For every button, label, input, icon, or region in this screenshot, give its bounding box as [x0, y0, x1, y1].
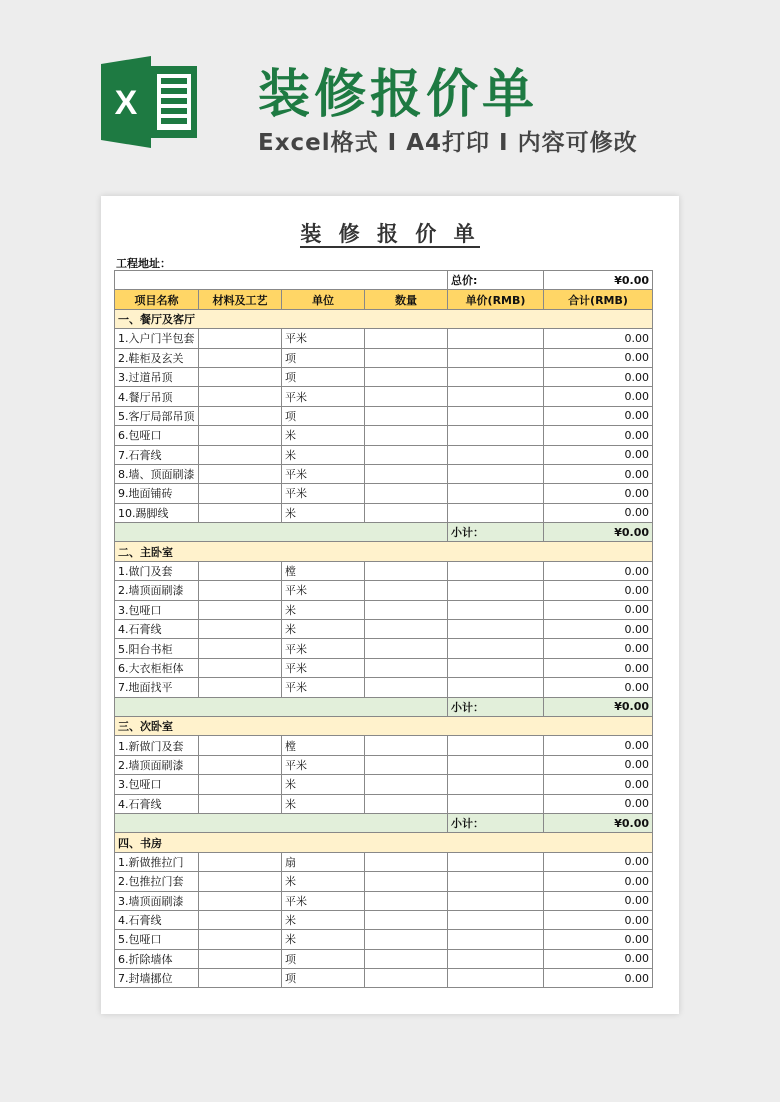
quantity-cell[interactable] — [365, 949, 448, 968]
table-row — [115, 872, 653, 891]
material-cell[interactable] — [199, 367, 282, 386]
quantity-cell[interactable] — [365, 736, 448, 755]
material-cell[interactable] — [199, 426, 282, 445]
table-row — [115, 891, 653, 910]
table-row — [115, 794, 653, 813]
quantity-cell[interactable] — [365, 484, 448, 503]
quantity-cell[interactable] — [365, 969, 448, 988]
subtotal-blank — [115, 523, 448, 542]
line-total-cell[interactable]: 0.00 — [544, 678, 653, 697]
unit-price-cell[interactable] — [448, 949, 544, 968]
section-title: 四、书房 — [115, 833, 653, 852]
material-cell[interactable] — [199, 891, 282, 910]
col-header: 单价(RMB) — [448, 290, 544, 309]
line-total-cell[interactable]: 0.00 — [544, 561, 653, 580]
line-total-cell[interactable]: 0.00 — [544, 639, 653, 658]
item-name-cell[interactable]: 2.包推拉门套 — [115, 872, 199, 891]
line-total-cell[interactable]: 0.00 — [544, 872, 653, 891]
unit-cell[interactable]: 米 — [282, 775, 365, 794]
material-cell[interactable] — [199, 503, 282, 522]
quantity-cell[interactable] — [365, 755, 448, 774]
item-name-cell[interactable]: 3.包哑口 — [115, 775, 199, 794]
item-name-cell[interactable]: 10.踢脚线 — [115, 503, 199, 522]
item-name-cell[interactable]: 6.包哑口 — [115, 426, 199, 445]
table-row — [115, 658, 653, 677]
unit-price-cell[interactable] — [448, 910, 544, 929]
table-row — [115, 426, 653, 445]
line-total-cell[interactable]: 0.00 — [544, 367, 653, 386]
quantity-cell[interactable] — [365, 387, 448, 406]
line-total-cell[interactable]: 0.00 — [544, 620, 653, 639]
quantity-cell[interactable] — [365, 775, 448, 794]
item-name-cell[interactable]: 4.石膏线 — [115, 620, 199, 639]
table-row — [115, 639, 653, 658]
line-total-cell[interactable]: 0.00 — [544, 581, 653, 600]
line-total-cell[interactable]: 0.00 — [544, 464, 653, 483]
subtotal-value[interactable]: ¥0.00 — [544, 523, 653, 542]
col-header: 数量 — [365, 290, 448, 309]
item-name-cell[interactable]: 6.折除墙体 — [115, 949, 199, 968]
line-total-cell[interactable]: 0.00 — [544, 755, 653, 774]
col-header: 单位 — [282, 290, 365, 309]
unit-cell[interactable]: 平米 — [282, 464, 365, 483]
unit-price-cell[interactable] — [448, 464, 544, 483]
line-total-cell[interactable]: 0.00 — [544, 891, 653, 910]
item-name-cell[interactable]: 2.墙顶面刷漆 — [115, 755, 199, 774]
unit-price-cell[interactable] — [448, 600, 544, 619]
unit-price-cell[interactable] — [448, 639, 544, 658]
quantity-cell[interactable] — [365, 930, 448, 949]
item-name-cell[interactable]: 5.客厅局部吊顶 — [115, 406, 199, 425]
item-name-cell[interactable]: 5.阳台书柜 — [115, 639, 199, 658]
unit-cell[interactable]: 樘 — [282, 736, 365, 755]
unit-price-cell[interactable] — [448, 426, 544, 445]
line-total-cell[interactable]: 0.00 — [544, 794, 653, 813]
item-name-cell[interactable]: 1.入户门半包套 — [115, 329, 199, 348]
material-cell[interactable] — [199, 464, 282, 483]
unit-cell[interactable]: 米 — [282, 600, 365, 619]
material-cell[interactable] — [199, 755, 282, 774]
material-cell[interactable] — [199, 600, 282, 619]
unit-cell[interactable]: 米 — [282, 503, 365, 522]
material-cell[interactable] — [199, 561, 282, 580]
unit-cell[interactable]: 平米 — [282, 329, 365, 348]
unit-cell[interactable]: 扇 — [282, 852, 365, 871]
unit-cell[interactable]: 项 — [282, 969, 365, 988]
quantity-cell[interactable] — [365, 581, 448, 600]
line-total-cell[interactable]: 0.00 — [544, 852, 653, 871]
section-row — [115, 833, 653, 852]
line-total-cell[interactable]: 0.00 — [544, 484, 653, 503]
material-cell[interactable] — [199, 658, 282, 677]
line-total-cell[interactable]: 0.00 — [544, 930, 653, 949]
material-cell[interactable] — [199, 678, 282, 697]
unit-cell[interactable]: 米 — [282, 930, 365, 949]
unit-cell[interactable]: 樘 — [282, 561, 365, 580]
line-total-cell[interactable]: 0.00 — [544, 910, 653, 929]
unit-cell[interactable]: 米 — [282, 872, 365, 891]
quantity-cell[interactable] — [365, 426, 448, 445]
material-cell[interactable] — [199, 445, 282, 464]
quantity-cell[interactable] — [365, 639, 448, 658]
material-cell[interactable] — [199, 736, 282, 755]
unit-cell[interactable]: 米 — [282, 794, 365, 813]
line-total-cell[interactable]: 0.00 — [544, 736, 653, 755]
quantity-cell[interactable] — [365, 464, 448, 483]
page-subtitle: Excel格式 I A4打印 I 内容可修改 — [258, 130, 638, 156]
page-title: 装修报价单 — [258, 65, 539, 125]
material-cell[interactable] — [199, 484, 282, 503]
quantity-cell[interactable] — [365, 852, 448, 871]
total-value[interactable]: ¥0.00 — [544, 271, 653, 290]
item-name-cell[interactable]: 4.石膏线 — [115, 910, 199, 929]
line-total-cell[interactable]: 0.00 — [544, 949, 653, 968]
unit-price-cell[interactable] — [448, 503, 544, 522]
unit-price-cell[interactable] — [448, 852, 544, 871]
unit-cell[interactable]: 平米 — [282, 484, 365, 503]
table-row — [115, 464, 653, 483]
section-title: 二、主卧室 — [115, 542, 653, 561]
table-row — [115, 329, 653, 348]
material-cell[interactable] — [199, 910, 282, 929]
total-row — [115, 271, 653, 290]
subtotal-row — [115, 523, 653, 542]
material-cell[interactable] — [199, 387, 282, 406]
section-row — [115, 716, 653, 735]
table-row — [115, 367, 653, 386]
unit-cell[interactable]: 项 — [282, 367, 365, 386]
unit-cell[interactable]: 平米 — [282, 658, 365, 677]
item-name-cell[interactable]: 4.餐厅吊顶 — [115, 387, 199, 406]
item-name-cell[interactable]: 8.墙、顶面刷漆 — [115, 464, 199, 483]
material-cell[interactable] — [199, 930, 282, 949]
unit-cell[interactable]: 平米 — [282, 581, 365, 600]
address-label: 工程地址： — [116, 257, 171, 270]
table-row — [115, 484, 653, 503]
col-header: 材料及工艺 — [199, 290, 282, 309]
line-total-cell[interactable]: 0.00 — [544, 406, 653, 425]
quantity-cell[interactable] — [365, 503, 448, 522]
total-blank-cell[interactable] — [115, 271, 448, 290]
unit-price-cell[interactable] — [448, 775, 544, 794]
quantity-cell[interactable] — [365, 406, 448, 425]
unit-price-cell[interactable] — [448, 872, 544, 891]
document-title: 装 修 报 价 单 — [300, 222, 480, 246]
unit-cell[interactable]: 米 — [282, 910, 365, 929]
subtotal-row — [115, 697, 653, 716]
table-row — [115, 755, 653, 774]
unit-cell[interactable]: 平米 — [282, 891, 365, 910]
material-cell[interactable] — [199, 852, 282, 871]
line-total-cell[interactable]: 0.00 — [544, 445, 653, 464]
table-row — [115, 600, 653, 619]
subtotal-blank — [115, 813, 448, 832]
unit-price-cell[interactable] — [448, 658, 544, 677]
item-name-cell[interactable]: 4.石膏线 — [115, 794, 199, 813]
subtotal-value[interactable]: ¥0.00 — [544, 697, 653, 716]
table-row — [115, 736, 653, 755]
col-header: 合计(RMB) — [544, 290, 653, 309]
quantity-cell[interactable] — [365, 678, 448, 697]
table-row — [115, 775, 653, 794]
item-name-cell[interactable]: 3.墙顶面刷漆 — [115, 891, 199, 910]
unit-price-cell[interactable] — [448, 329, 544, 348]
table-row — [115, 949, 653, 968]
unit-price-cell[interactable] — [448, 736, 544, 755]
quantity-cell[interactable] — [365, 794, 448, 813]
material-cell[interactable] — [199, 348, 282, 367]
unit-price-cell[interactable] — [448, 678, 544, 697]
subtotal-value[interactable]: ¥0.00 — [544, 813, 653, 832]
quantity-cell[interactable] — [365, 872, 448, 891]
table-row — [115, 620, 653, 639]
material-cell[interactable] — [199, 581, 282, 600]
section-title: 三、次卧室 — [115, 716, 653, 735]
material-cell[interactable] — [199, 872, 282, 891]
unit-price-cell[interactable] — [448, 581, 544, 600]
unit-price-cell[interactable] — [448, 794, 544, 813]
quote-table — [114, 270, 653, 988]
unit-price-cell[interactable] — [448, 406, 544, 425]
item-name-cell[interactable]: 7.封墙挪位 — [115, 969, 199, 988]
item-name-cell[interactable]: 2.鞋柜及玄关 — [115, 348, 199, 367]
excel-logo-icon — [101, 56, 199, 148]
quantity-cell[interactable] — [365, 445, 448, 464]
subtotal-blank — [115, 697, 448, 716]
col-header: 项目名称 — [115, 290, 199, 309]
table-row — [115, 930, 653, 949]
section-row — [115, 542, 653, 561]
item-name-cell[interactable]: 2.墙顶面刷漆 — [115, 581, 199, 600]
line-total-cell[interactable]: 0.00 — [544, 775, 653, 794]
table-row — [115, 503, 653, 522]
line-total-cell[interactable]: 0.00 — [544, 600, 653, 619]
item-name-cell[interactable]: 6.大衣柜柜体 — [115, 658, 199, 677]
unit-price-cell[interactable] — [448, 969, 544, 988]
svg-text:X: X — [114, 84, 138, 122]
material-cell[interactable] — [199, 794, 282, 813]
unit-cell[interactable]: 米 — [282, 426, 365, 445]
unit-price-cell[interactable] — [448, 561, 544, 580]
table-row — [115, 445, 653, 464]
unit-cell[interactable]: 平米 — [282, 387, 365, 406]
unit-price-cell[interactable] — [448, 367, 544, 386]
section-row — [115, 309, 653, 328]
material-cell[interactable] — [199, 969, 282, 988]
subtotal-row — [115, 813, 653, 832]
unit-cell[interactable]: 项 — [282, 348, 365, 367]
table-row — [115, 969, 653, 988]
total-label: 总价: — [448, 271, 544, 290]
unit-cell[interactable]: 平米 — [282, 678, 365, 697]
table-row — [115, 678, 653, 697]
item-name-cell[interactable]: 1.新做门及套 — [115, 736, 199, 755]
item-name-cell[interactable]: 3.包哑口 — [115, 600, 199, 619]
table-row — [115, 910, 653, 929]
material-cell[interactable] — [199, 406, 282, 425]
material-cell[interactable] — [199, 329, 282, 348]
quantity-cell[interactable] — [365, 658, 448, 677]
item-name-cell[interactable]: 3.过道吊顶 — [115, 367, 199, 386]
material-cell[interactable] — [199, 639, 282, 658]
line-total-cell[interactable]: 0.00 — [544, 387, 653, 406]
unit-cell[interactable]: 平米 — [282, 755, 365, 774]
material-cell[interactable] — [199, 775, 282, 794]
quantity-cell[interactable] — [365, 910, 448, 929]
subtotal-label: 小计： — [448, 813, 544, 832]
table-row — [115, 581, 653, 600]
line-total-cell[interactable]: 0.00 — [544, 969, 653, 988]
quantity-cell[interactable] — [365, 620, 448, 639]
item-name-cell[interactable]: 7.地面找平 — [115, 678, 199, 697]
quantity-cell[interactable] — [365, 348, 448, 367]
quantity-cell[interactable] — [365, 600, 448, 619]
unit-price-cell[interactable] — [448, 348, 544, 367]
line-total-cell[interactable]: 0.00 — [544, 348, 653, 367]
item-name-cell[interactable]: 1.做门及套 — [115, 561, 199, 580]
unit-cell[interactable]: 项 — [282, 949, 365, 968]
table-row — [115, 852, 653, 871]
line-total-cell[interactable]: 0.00 — [544, 329, 653, 348]
unit-price-cell[interactable] — [448, 930, 544, 949]
item-name-cell[interactable]: 1.新做推拉门 — [115, 852, 199, 871]
unit-cell[interactable]: 米 — [282, 620, 365, 639]
unit-price-cell[interactable] — [448, 387, 544, 406]
item-name-cell[interactable]: 9.地面铺砖 — [115, 484, 199, 503]
quantity-cell[interactable] — [365, 891, 448, 910]
line-total-cell[interactable]: 0.00 — [544, 658, 653, 677]
table-row — [115, 561, 653, 580]
line-total-cell[interactable]: 0.00 — [544, 503, 653, 522]
quantity-cell[interactable] — [365, 561, 448, 580]
column-header-row — [115, 290, 653, 309]
quantity-cell[interactable] — [365, 329, 448, 348]
material-cell[interactable] — [199, 620, 282, 639]
unit-cell[interactable]: 平米 — [282, 639, 365, 658]
unit-price-cell[interactable] — [448, 620, 544, 639]
subtotal-label: 小计： — [448, 697, 544, 716]
line-total-cell[interactable]: 0.00 — [544, 426, 653, 445]
material-cell[interactable] — [199, 949, 282, 968]
section-title: 一、餐厅及客厅 — [115, 309, 653, 328]
quantity-cell[interactable] — [365, 367, 448, 386]
unit-cell[interactable]: 米 — [282, 445, 365, 464]
table-row — [115, 406, 653, 425]
unit-cell[interactable]: 项 — [282, 406, 365, 425]
item-name-cell[interactable]: 5.包哑口 — [115, 930, 199, 949]
unit-price-cell[interactable] — [448, 445, 544, 464]
unit-price-cell[interactable] — [448, 891, 544, 910]
item-name-cell[interactable]: 7.石膏线 — [115, 445, 199, 464]
unit-price-cell[interactable] — [448, 484, 544, 503]
table-row — [115, 387, 653, 406]
unit-price-cell[interactable] — [448, 755, 544, 774]
table-row — [115, 348, 653, 367]
subtotal-label: 小计： — [448, 523, 544, 542]
